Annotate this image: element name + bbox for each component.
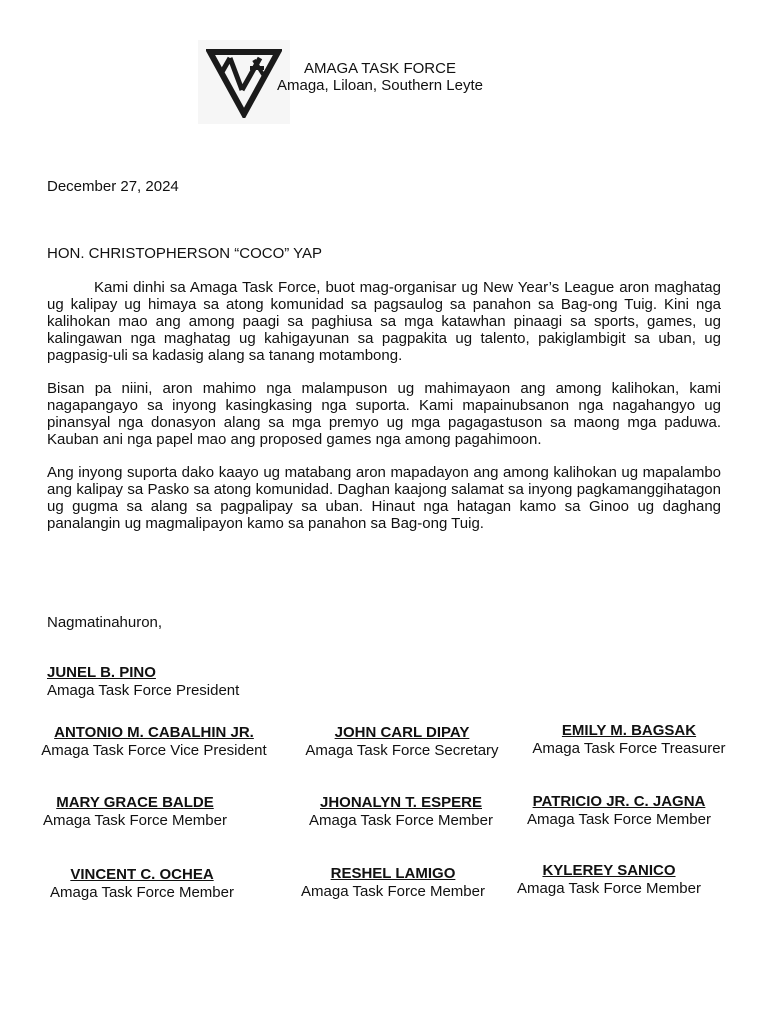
letter-recipient: HON. CHRISTOPHERSON “COCO” YAP	[47, 245, 323, 262]
signatory-title: Amaga Task Force Member	[50, 884, 234, 901]
letter-paragraph-1: Kami dinhi sa Amaga Task Force, buot mag-organisar ug New Year’s League aron maghatag ug kalipay ug himaya sa atong komunidad sa pagsaulog sa panahon sa Bag-ong Tuig. Kini nga kalihokan mao ang among paagi sa paghiusa sa mga katawhan pinaagi sa sports, games, ug kalingawan nga maghatag ug kahigayunan sa pagpakita ug talento, pakiglambigit sa uban, ug pagpasig-uli sa kadasig alang sa tanang motambong.	[47, 279, 721, 364]
signatory-member-4	[12, 866, 272, 902]
signatory-title: Amaga Task Force Member	[301, 883, 485, 900]
signatory-name: JHONALYN T. ESPERE	[320, 794, 482, 811]
signatory-name: VINCENT C. OCHEA	[70, 866, 214, 883]
signatory-name: MARY GRACE BALDE	[56, 794, 214, 811]
letter-paragraph-3: Ang inyong suporta dako kaayo ug matabang aron mapadayon ang among kalihokan ug mapalambo ang kalipay sa Pasko sa atong komunidad. Daghan kaajong salamat sa inyong pagkamanggihatagon ug gugma sa alang sa pagpalipay sa uban. Hinaut nga hatagan kamo sa Ginoo ug daghang panalangin ug magmalipayon kamo sa panahon sa Bag-ong Tuig.	[47, 464, 721, 532]
signatory-vice-president	[24, 724, 284, 760]
signatory-name: ANTONIO M. CABALHIN JR.	[54, 724, 254, 741]
signatory-name: JOHN CARL DIPAY	[334, 724, 470, 741]
signatory-president	[47, 664, 239, 700]
signatory-title: Amaga Task Force Vice President	[41, 742, 267, 759]
signatory-name: EMILY M. BAGSAK	[561, 722, 697, 739]
letter-date: December 27, 2024	[47, 178, 179, 195]
signatory-title: Amaga Task Force Member	[517, 880, 701, 897]
signatory-name: RESHEL LAMIGO	[330, 865, 456, 882]
letter-closing: Nagmatinahuron,	[47, 614, 163, 631]
letter-paragraph-2: Bisan pa niini, aron mahimo nga malampuson ug mahimayaon ang among kalihokan, kami nagapangayo sa inyong kasingkasing nga suporta. Kami mapainubsanon nga nagahangyo ug pinansyal nga donasyon alang sa mga premyo ug mga pagagastuson sa maong mga paduwa. Kauban ani nga papel mao ang proposed games nga among pagahimoon.	[47, 380, 721, 448]
signatory-title: Amaga Task Force Member	[43, 812, 227, 829]
signatory-member-6	[479, 862, 739, 898]
signatory-title: Amaga Task Force President	[47, 682, 240, 699]
signatory-secretary	[272, 724, 532, 760]
signatory-treasurer	[499, 722, 759, 758]
triangle-logo-icon	[206, 46, 282, 118]
signatory-name: KYLEREY SANICO	[542, 862, 676, 879]
signatory-name: JUNEL B. PINO	[47, 664, 156, 681]
signatory-name: PATRICIO JR. C. JAGNA	[532, 793, 706, 810]
signatory-title: Amaga Task Force Treasurer	[532, 740, 726, 757]
signatory-member-1	[5, 794, 265, 830]
signatory-member-3	[489, 793, 749, 829]
signatory-title: Amaga Task Force Secretary	[305, 742, 499, 759]
organization-name: AMAGA TASK FORCE	[304, 60, 456, 77]
signatory-title: Amaga Task Force Member	[527, 811, 711, 828]
signatory-title: Amaga Task Force Member	[309, 812, 493, 829]
organization-address: Amaga, Liloan, Southern Leyte	[277, 77, 483, 94]
